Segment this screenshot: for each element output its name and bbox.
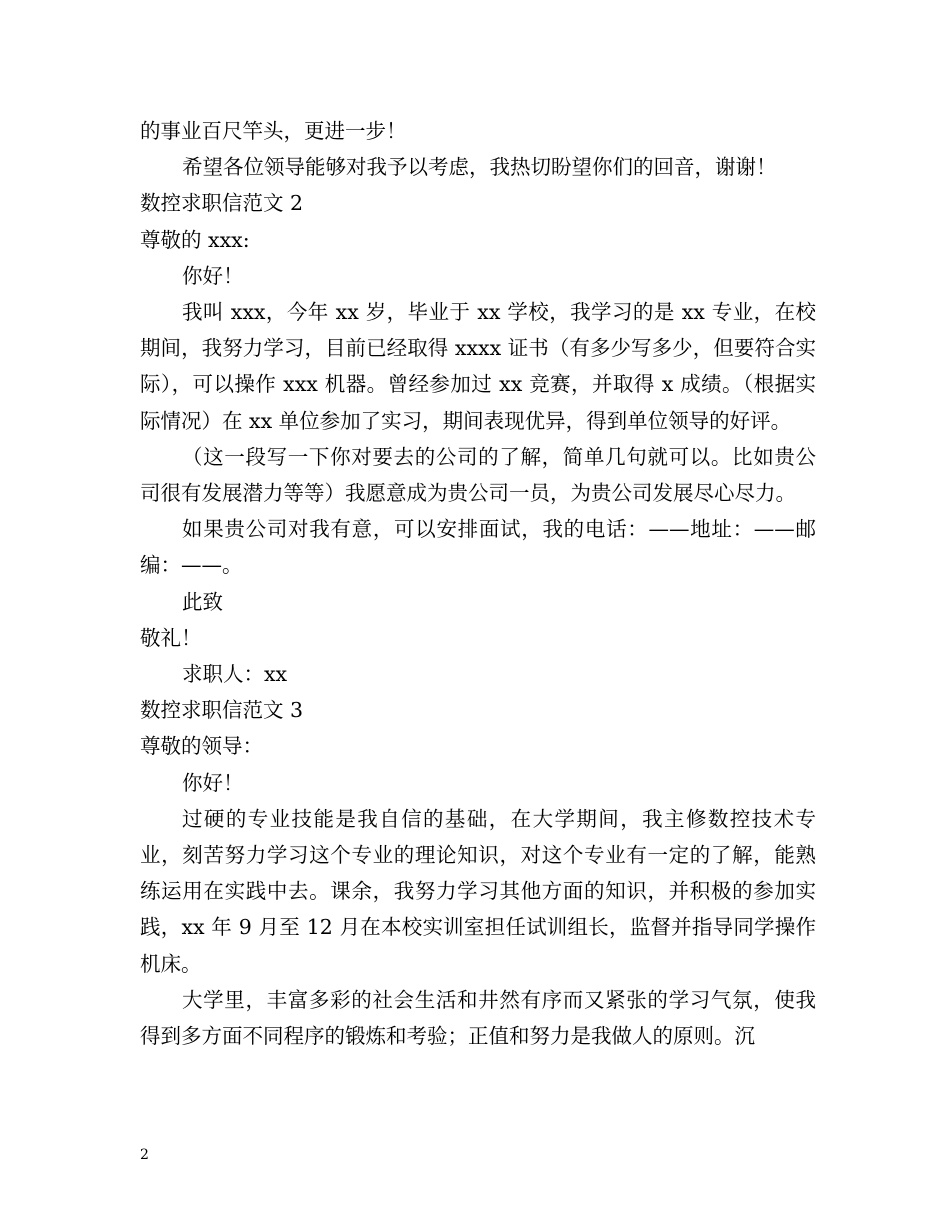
- page-number: 2: [140, 1147, 149, 1163]
- paragraph: 希望各位领导能够对我予以考虑，我热切盼望你们的回音，谢谢！: [182, 155, 777, 180]
- closing: 敬礼！: [140, 625, 202, 650]
- paragraph: 大学里，丰富多彩的社会生活和井然有序而又紧张的学习气氛，使我得到多方面不同程序的锻炼和考验；正值和努力是我做人的原则。沉: [140, 987, 816, 1049]
- greeting: 你好！: [182, 770, 244, 795]
- signature: 求职人：xx: [182, 662, 288, 687]
- paragraph: 如果贵公司对我有意，可以安排面试，我的电话：——地址：——邮编：——。: [140, 517, 816, 578]
- paragraph: （这一段写一下你对要去的公司的了解，简单几句就可以。比如贵公司很有发展潜力等等）我愿意成为贵公司一员，为贵公司发展尽心尽力。: [140, 444, 816, 506]
- paragraph: 过硬的专业技能是我自信的基础，在大学期间，我主修数控技术专业，刻苦努力学习这个专业的理论知识，对这个专业有一定的了解，能熟练运用在实践中去。课余，我努力学习其他方面的知识，并积极的参加实践，xx 年 9 月至 12 月在本校实训室担任试训组长，监督并指导同学操作机床。: [140, 806, 816, 976]
- section-heading: 数控求职信范文 2: [140, 191, 304, 216]
- section-heading: 数控求职信范文 3: [140, 698, 304, 723]
- paragraph: 我叫 xxx，今年 xx 岁，毕业于 xx 学校，我学习的是 xx 专业，在校期间，我努力学习，目前已经取得 xxxx 证书（有多少写多少，但要符合实际），可以操作 xxx 机器。曾经参加过 xx 竞赛，并取得 x 成绩。（根据实际情况）在 xx 单位参加了实习，期间表现优异，得到单位领导的好评。: [140, 300, 816, 433]
- document-body: [140, 113, 816, 1054]
- salutation: 尊敬的 xxx:: [140, 227, 250, 252]
- paragraph: 的事业百尺竿头，更进一步！: [140, 119, 407, 143]
- salutation: 尊敬的领导：: [140, 734, 263, 759]
- greeting: 你好！: [182, 263, 244, 288]
- closing: 此致: [182, 589, 223, 614]
